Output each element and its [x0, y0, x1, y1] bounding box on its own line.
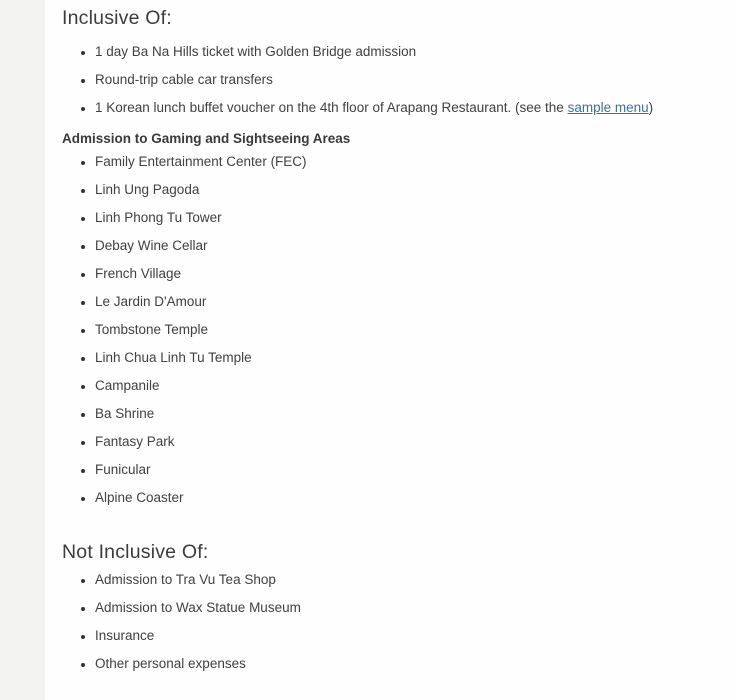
list-item: • Ba Shrine — [95, 406, 717, 422]
list-item: • Fantasy Park — [95, 434, 717, 450]
tour-details-content — [45, 0, 737, 700]
list-item: • Linh Chua Linh Tu Temple — [95, 350, 717, 366]
list-item: • French Village — [95, 266, 717, 282]
list-item: • Other personal expenses — [95, 656, 717, 672]
list-item: • Alpine Coaster — [95, 490, 717, 506]
list-item: • Insurance — [95, 628, 717, 644]
left-gutter — [0, 0, 45, 700]
list-item: • Family Entertainment Center (FEC) — [95, 154, 717, 170]
not-inclusive-list — [62, 572, 717, 672]
list-item: • 1 day Ba Na Hills ticket with Golden Bridge admission — [95, 44, 717, 60]
sample-menu-link[interactable]: sample menu — [567, 100, 649, 115]
list-item: • Admission to Tra Vu Tea Shop — [95, 572, 717, 588]
voucher-text-before: 1 Korean lunch buffet voucher on the 4th floor of Arapang Restaurant. (see the — [95, 100, 568, 115]
voucher-text-after: ) — [648, 100, 654, 115]
list-item: • Linh Phong Tu Tower — [95, 210, 717, 226]
section-heading-inclusive: Inclusive Of: — [62, 7, 172, 29]
list-item: • Le Jardin D'Amour — [95, 294, 717, 310]
list-item: • Campanile — [95, 378, 717, 394]
inclusive-list — [62, 44, 717, 116]
section-heading-not-inclusive: Not Inclusive Of: — [62, 541, 209, 563]
list-item-with-link — [95, 100, 717, 116]
list-item: • Funicular — [95, 462, 717, 478]
admission-areas-list — [62, 154, 717, 506]
list-item: • Debay Wine Cellar — [95, 238, 717, 254]
list-item: • Tombstone Temple — [95, 322, 717, 338]
list-item: • Admission to Wax Statue Museum — [95, 600, 717, 616]
list-item: • Linh Ung Pagoda — [95, 182, 717, 198]
list-item: • Round-trip cable car transfers — [95, 72, 717, 88]
subheading-admission-areas: Admission to Gaming and Sightseeing Areas — [62, 131, 351, 146]
